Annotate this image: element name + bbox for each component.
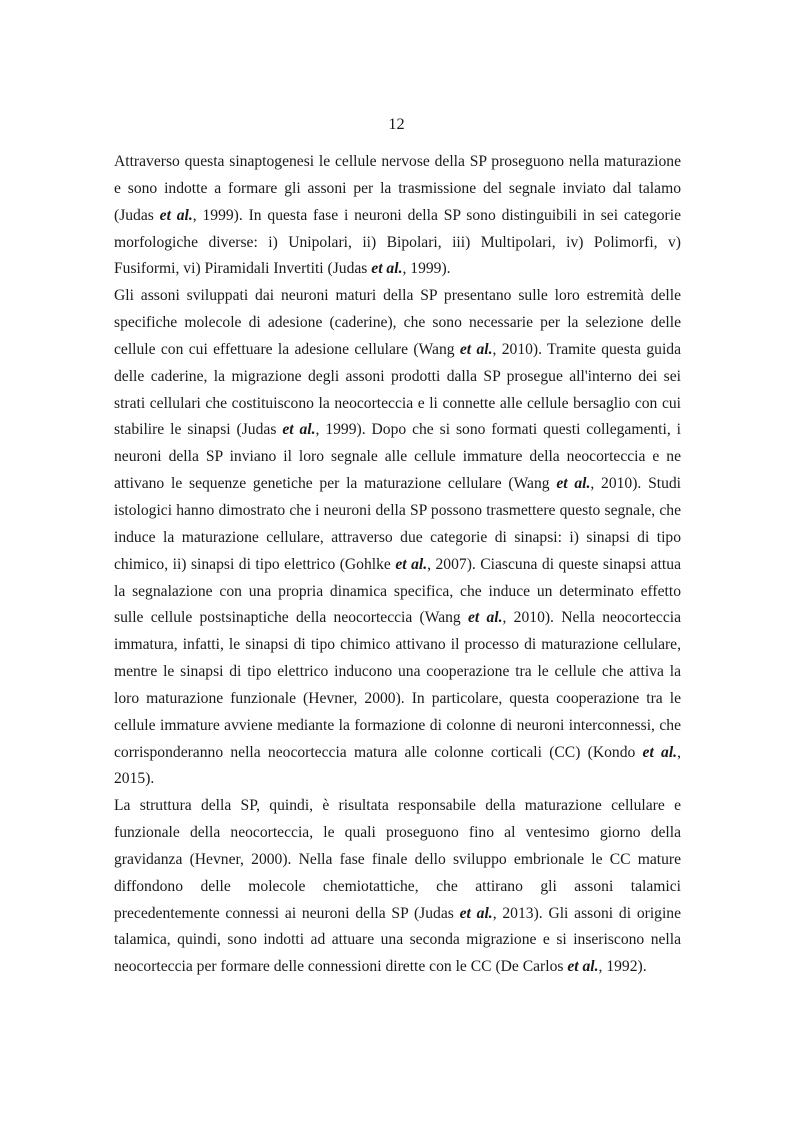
text-run: , 2010). Studi istologici hanno dimostrato che i neuroni della SP possono trasmettere questo segnale, che induce la maturazione cellulare, attraverso due categorie di sinapsi: i) sinapsi di tipo chimico, ii) sinapsi di tipo elettrico (Gohlke [114, 475, 681, 573]
text-run: , 2013). Gli assoni di origine talamica, quindi, sono indotti ad attuare una seconda migrazione e si inseriscono nella neocorteccia per formare delle connessioni dirette con le CC (De Carlos [114, 904, 682, 976]
text-run: Attraverso questa sinaptogenesi le cellule nervose della SP proseguono nella maturazione e sono indotte a formare gli assoni per la trasmissione del segnale inviato dal talamo (Judas [114, 153, 681, 224]
paragraph [114, 149, 681, 283]
citation-et-al: et al. [159, 206, 193, 224]
text-run: , 2010). Nella neocorteccia immatura, infatti, le sinapsi di tipo chimico attivano il processo di maturazione cellulare, mentre le sinapsi di tipo elettrico inducono una cooperazione tra le cellule che attiva la loro maturazione funzionale (Hevner, 2000). In particolare, questa cooperazione tra le cellule immature avviene mediante la formazione di colonne di neuroni interconnessi, che corrisponderanno nella neocorteccia matura alle colonne corticali (CC) (Kondo [114, 609, 682, 761]
text-run: , 1999). [402, 260, 451, 278]
text-run: , 1999). In questa fase i neuroni della SP sono distinguibili in sei categorie morfologiche diverse: i) Unipolari, ii) Bipolari, iii) Multipolari, iv) Polimorfi, v) Fusiformi, vi) Piramidali Invertiti (Judas [114, 206, 681, 278]
citation-et-al: et al. [282, 421, 316, 439]
citation-et-al: et al. [459, 904, 493, 922]
text-run: La struttura della SP, quindi, è risultata responsabile della maturazione cellulare e funzionale della neocorteccia, le quali proseguono fino al ventesimo giorno della gravidanza (Hevner, 2000). Nella fase finale dello sviluppo embrionale le CC mature diffondono delle molecole chemiotattiche, che attirano gli assoni talamici precedentemente connessi ai neuroni della SP (Judas [114, 797, 681, 922]
citation-et-al: et al. [371, 260, 403, 278]
text-run: , 2015). [114, 743, 681, 788]
citation-et-al: et al. [556, 475, 591, 493]
paragraph [114, 793, 681, 981]
citation-et-al: et al. [459, 340, 493, 358]
citation-et-al: et al. [642, 743, 678, 761]
text-run: , 1999). Dopo che si sono formati questi collegamenti, i neuroni della SP inviano il loro segnale alle cellule immature della neocorteccia e ne attivano le sequenze genetiche per la maturazione cellulare (Wang [114, 421, 681, 493]
page-number: 12 [388, 114, 405, 133]
text-run: , 2007). Ciascuna di queste sinapsi attua la segnalazione con una propria dinamica specifica, che induce un determinato effetto sulle cellule postsinaptiche della neocorteccia (Wang [114, 555, 681, 627]
body-text [114, 149, 681, 981]
citation-et-al: et al. [467, 609, 503, 627]
text-run: Gli assoni sviluppati dai neuroni maturi della SP presentano sulle loro estremità delle specifiche molecole di adesione (caderine), che sono necessarie per la selezione delle cellule con cui effettuare la adesione cellulare (Wang [114, 287, 681, 358]
citation-et-al: et al. [395, 555, 428, 573]
citation-et-al: et al. [567, 958, 599, 976]
text-run: , 2010). Tramite questa guida delle caderine, la migrazione degli assoni prodotti dalla SP prosegue all'interno dei sei strati cellulari che costituiscono la neocorteccia e li connette alle cellule bersaglio con cui stabilire le sinapsi (Judas [114, 340, 682, 439]
paragraph [114, 283, 681, 793]
text-run: , 1992). [598, 958, 647, 976]
